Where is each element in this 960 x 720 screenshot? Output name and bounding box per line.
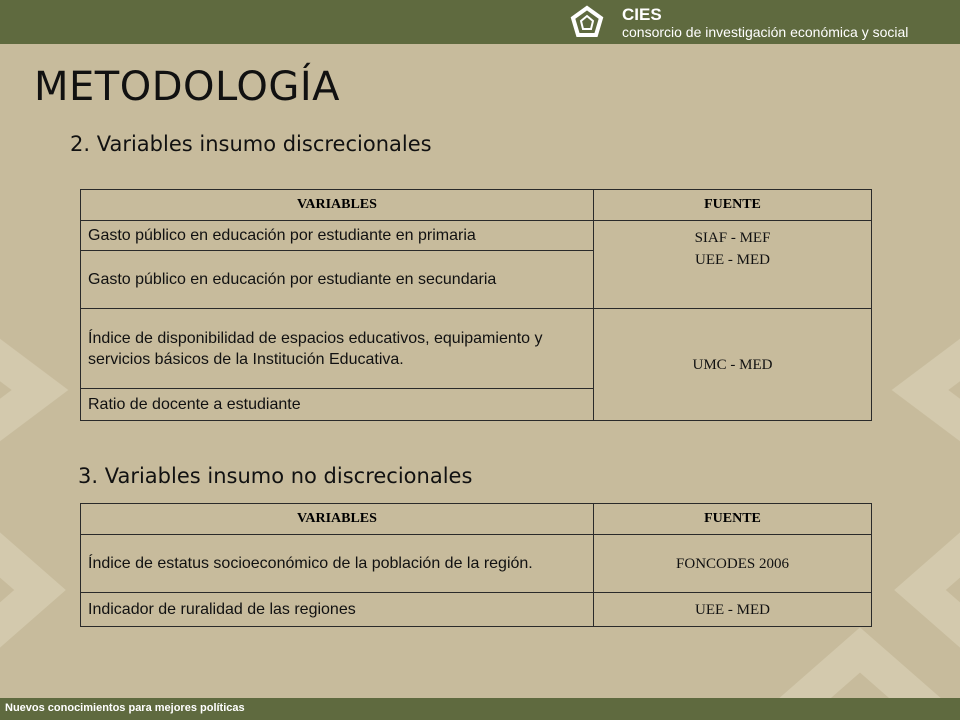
column-header-source: FUENTE — [594, 190, 872, 221]
table-header-row — [81, 190, 872, 221]
source-cell — [594, 221, 872, 309]
column-header-variables: VARIABLES — [81, 504, 594, 535]
source-cell: UEE - MED — [594, 593, 872, 627]
variable-cell: Gasto público en educación por estudiante en secundaria — [81, 251, 594, 309]
variable-cell: Indicador de ruralidad de las regiones — [81, 593, 594, 627]
table-header-row — [81, 504, 872, 535]
nondiscretionary-variables-table — [80, 503, 872, 627]
discretionary-variables-table — [80, 189, 872, 421]
cies-logo — [570, 4, 940, 42]
footer-bar — [0, 698, 960, 720]
variable-cell: Índice de disponibilidad de espacios educativos, equipamiento y servicios básicos de la Institución Educativa. — [81, 309, 594, 389]
footer-tagline: Nuevos conocimientos para mejores políticas — [5, 702, 245, 714]
source-line: SIAF - MEF — [694, 230, 771, 246]
variable-cell: Gasto público en educación por estudiante en primaria — [81, 221, 594, 251]
source-line: UMC - MED — [692, 356, 773, 373]
table-row — [81, 221, 872, 251]
table-row — [81, 593, 872, 627]
variable-cell: Índice de estatus socioeconómico de la población de la región. — [81, 535, 594, 593]
logo-name: CIES — [622, 5, 662, 24]
source-cell — [594, 309, 872, 421]
column-header-variables: VARIABLES — [81, 190, 594, 221]
logo-tagline: consorcio de investigación económica y social — [622, 24, 909, 40]
variable-cell: Ratio de docente a estudiante — [81, 389, 594, 421]
column-header-source: FUENTE — [594, 504, 872, 535]
source-line: UEE - MED — [695, 252, 770, 268]
table-row — [81, 309, 872, 389]
source-cell: FONCODES 2006 — [594, 535, 872, 593]
pentagon-logo-icon — [570, 5, 604, 39]
header-bar — [0, 0, 960, 44]
section-heading-discretionary: 2. Variables insumo discrecionales — [70, 132, 432, 156]
section-heading-nondiscretionary: 3. Variables insumo no discrecionales — [78, 464, 473, 488]
page-title: METODOLOGÍA — [34, 64, 340, 110]
table-row — [81, 535, 872, 593]
